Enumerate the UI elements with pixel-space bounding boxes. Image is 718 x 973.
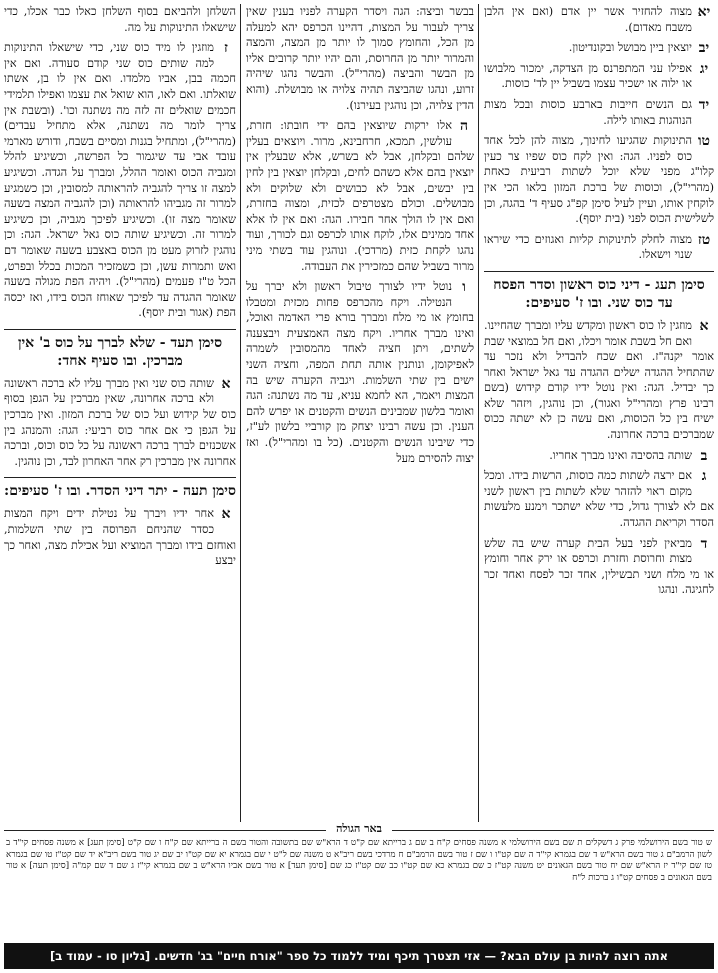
seif-number: ב bbox=[700, 447, 708, 464]
seif-number: ו bbox=[462, 279, 466, 296]
seif-number: טז bbox=[697, 231, 711, 248]
seif-number: א bbox=[221, 506, 231, 523]
column-divider bbox=[478, 4, 479, 822]
seif-paragraph bbox=[246, 118, 474, 274]
seif-paragraph bbox=[4, 506, 236, 568]
seif-text: השלחן ולהביאם בסוף השלחן כאלו כבר אכלו, כדי שישאלו התינוקות על מה. bbox=[4, 5, 236, 34]
seif-paragraph bbox=[484, 232, 714, 263]
seif-paragraph bbox=[484, 448, 714, 464]
seif-number: טו bbox=[697, 133, 711, 150]
seif-number: א bbox=[699, 317, 709, 334]
seif-paragraph bbox=[484, 40, 714, 56]
seif-text: מוזגין לו כוס ראשון ומקדש עליו ומברך שהחיינו. ואם חל בשבת אומר ויכלו, ואם חל במוצאי שבת אומר יקנה"ז. ואם שכח להבדיל ולא נזכר עד שהתחיל ההגדה ישלים ההגדה עד גאל ישראל ואחר כך יבדיל. הגה: ואין נוטל ידיו קודם קידוש (בשם רבינו פרץ ומהרי"ל ואגור), וכן נוהגין, ויזהר שלא ישיח בין כל הכוסות, ואם עשה כן לא ישתה ככוס שמברכים ברכה אחרונה. bbox=[484, 318, 714, 442]
beer-hagolah-text: ש טור בשם הירושלמי פרק ג דשקלים ת שם בשם הירושלמי א משנה פסחים ק"ח ב שם ג ברייתא שם ק"ט ד הרא"ש שם בתשובה והטור בשם ה ברייתא שם ק"ח ו שם ק"ט [סימן תעג] א משנה פסחים קי"ד ב לשון הרמב"ם ג טור בשם הרא"ש ד שם בגמרא קי"ד ה שם קט"ו ו שם ז טור בשם הרמב"ם ח מרדכי בשם ריב"א ט משנה שם ל"ט י שם בגמרא יא שם קט"ו יב שם יג טור בשם ריב"א יד שם קט"ז טו שם בגמרא טז שם קי"ד יז הרא"ש שם יח טור בשם הגאונים יט משנה קט"ז כ שם בגמרא כא שם קט"ו כב שם קט"ז כג שם [סימן תעד] א טור בשם אביו הרא"ש ב שם בגמרא קי"ז ג שם ד שם קמ"ה [סימן תעה] א טור בשם הגאונים ב פסחים קט"ו ג ברכות ל"ח bbox=[6, 838, 712, 883]
seif-text: בבשר וביצה: הגה ויסדר הקערה לפניו בענין שאין צריך לעבור על המצות, דהיינו הכרפס יהא למעלה מן הכל, והחומץ סמוך לו יותר מן המצה, והמצה והמרור יותר מן החרוסת, והם יהיו יותר קרובים אליו מן הבשר והביצה (מהרי"ל). והבשר נהגו שיהיה זרוע, ונהגו שהביצה תהיה צלויה או מבושלת. (והוא הדין צלויה, וכן נוהגין בעירנו). bbox=[246, 5, 474, 112]
seif-text: יוצאין ביין מבושל ובקונדיטון. bbox=[568, 41, 692, 55]
seif-number: יא bbox=[697, 4, 711, 20]
column-divider bbox=[240, 4, 241, 822]
seif-paragraph bbox=[484, 133, 714, 227]
seif-text: אפילו עני המתפרנס מן הצדקה, ימכור מלבושו או ילוה או ישכיר עצמו בשביל יין לד' כוסות. bbox=[484, 61, 692, 91]
left-column bbox=[4, 4, 236, 826]
seif-text: שותה כוס שני ואין מברך עליו לא ברכה ראשונה ולא ברכה אחרונה, שאין מברכין על הגפן בסוף כוס של קידוש ועל כוס של ברכת המזון. ואין מברכין על הגפן כי אם אחר כוס רביעי: הגה: והמנהג בין אשכנזים לברך ברכה ראשונה על כל כוס וכוס, וברכה אחרונה אין מברכין רק אחר האחרון לבד, וכן נוהגין. bbox=[4, 376, 236, 468]
seif-text: אלו ירקות שיוצאין בהם ידי חובתו: חזרת, עולשין, תמכא, חרחבינא, מרור. ויוצאים בעלין שלהם ובקלחן, אבל לא בשרש, אלא שבעלין אין יוצאין בהם אלא כשהם לחים, ובקלחן יוצאין בין לחין בין יבשים, אבל לא כבושים ולא שלוקים ולא מבושלים. וכולם מצטרפים לכזית, ומצוה בחזרת, ואם אין לו הולך אחר חבירו. הגה: ואם אין לו אלא אחד ממינים אלו, לוקח אותו לכרפס וגם לכורך, ועוד נהגו לקחת כזית (מרדכי). ונוהגין עוד בשתי מיני מרור בשביל שהם כמזכירין את העבודה. bbox=[246, 119, 474, 273]
seif-text: אם ירצה לשתות כמה כוסות, הרשות בידו. ומכל מקום ראוי להזהר שלא לשתות בין ראשון לשני אם לא לצורך גדול, כדי שלא ישתכר וימנע מלעשות הסדר וקריאת ההגדה. bbox=[484, 469, 714, 530]
seif-number: א bbox=[221, 375, 231, 392]
seif-number: ג bbox=[701, 468, 707, 485]
seif-number: ה bbox=[459, 118, 469, 135]
seif-number: יג bbox=[699, 60, 709, 77]
seif-paragraph bbox=[4, 376, 236, 470]
seif-paragraph bbox=[484, 61, 714, 92]
beer-hagolah-title: באר הגולה bbox=[0, 822, 718, 835]
seif-paragraph bbox=[4, 40, 236, 321]
siman-heading: סימן תעד - שלא לברך על כוס ב' אין מברכין. ובו סעיף אחד: bbox=[4, 329, 236, 370]
seif-text: מצוה להחזיר אשר יין אדם (ואם אין הלבן משבח מאדום). bbox=[484, 5, 692, 34]
seif-text: מביאין לפני בעל הבית קערה שיש בה שלש מצות וחרוסת וחזרת וכרפס או ירק אחר וחומץ או מי מלח ושני תבשילין, אחד זכר לפסח ואחד זכר לחגיגה. ונהגו bbox=[484, 536, 714, 597]
siman-heading: סימן תעה - יתר דיני הסדר. ובו ז' סעיפים: bbox=[4, 477, 236, 500]
seif-text: אחר ידיו ויברך על נטילת ידים ויקח המצות כסדר שהניחם הפרוסה בין שתי השלמות, ואוחזם בידו ומברך המוציא ועל אכילת מצה, ואחר כך יבצע bbox=[4, 507, 236, 568]
seif-text: מצוה לחלק לתינוקות קליות ואגוזים כדי שיראו שנוי וישאלו. bbox=[484, 232, 692, 262]
seif-paragraph bbox=[484, 4, 714, 35]
seif-paragraph bbox=[4, 4, 236, 35]
seif-text: התינוקות שהגיעו לחינוך, מצוה להן לכל אחד כוס לפניו. הגה: ואין לקח כוס שפיו צר כעין קלו"ג מפני שלא יוכל לשתות רביעית כאחת (מהרי"ל), וכוסות של ברכת המזון בלאו הכי אין לוקחין אותו, ועיין לעיל סימן קפ"ג סעיף ד' בהגה, וכן לשלישית הכוס לפני (בית יוסף). bbox=[484, 134, 714, 226]
right-column bbox=[484, 4, 714, 826]
footer-text: אתה רוצה להיות בן עולם הבא? — אזי תצטרך תיכף ומיד ללמוד כל ספר "אורח חיים" בג' חדשים. [גליון סו - עמוד ב] bbox=[49, 949, 669, 963]
seif-paragraph bbox=[484, 97, 714, 128]
seif-text: שותה בהסיבה ואינו מברך אחריו. bbox=[549, 448, 692, 462]
seif-text: נוטל ידיו לצורך טיבול ראשון ולא יברך על הנטילה. ויקח מהכרפס פחות מכזית ומטבלו בחומץ או מי מלח ומברך בורא פרי האדמה ואוכל, ואינו מברך אחריו. ויקח מצה האמצעית ויבצענה לשתים, ויתן חציה לאחד מהמסובין לשמרה לאפיקומן, ונותנין אותה תחת המפה, וחציה השני ישים בין שתי השלמות. ויגביה הקערה שיש בה המצות ויאמר, הא לחמא עניא, עד מה נשתנה: הגה ואומר בלשון שמבינים הנשים והקטנים או יפרש להם הענין. וכן עשה רבינו יצחק מן קורביי בלשון לע"ז, כדי שיבינו הנשים והקטנים. (כל בו ומהרי"ל). ואז יצוה להסירם מעל bbox=[246, 280, 474, 465]
seif-paragraph bbox=[484, 536, 714, 598]
siman-heading: סימן תעג - דיני כוס ראשון וסדר הפסח עד כוס שני. ובו ז' סעיפים: bbox=[484, 271, 714, 312]
seif-text: גם הנשים חייבות בארבע כוסות ובכל מצות הנוהגות באותו לילה. bbox=[484, 97, 692, 127]
seif-number: יד bbox=[698, 96, 710, 113]
seif-text: מוזגין לו מיד כוס שני, כדי שישאלו התינוקות למה שותים כוס שני קודם סעודה. ואם אין חכמה בבן, אביו מלמדו. ואם אין לו בן, אשתו שואלתו. ואם לאו, הוא שואל את עצמו ואפילו תלמידי חכמים שואלים זה לזה מה נשתנה וכו'. (ובשבת אין צריך לומר מה נשתנה, אלא מתחיל עבדים) (מהרי"ל), ומתחיל בגנות ומסיים בשבח, ודורש מארמי עובד אבי עד שיגמור כל הפרשה, וכשיגיע להלל ומגביה הכוס ואומר ההלל, ומברך על הגדה. וכשיגיע למצה זו צריך להגביה להראותה למסובין, וכן כשמגיע למרור זה מגביהו להראותה (וכן להגביה המצה בשעה שאומר מצה זו). וכשיגיע לפיכך מגביה, וכן כשיגיע למרור זה. וכשיגיע שותה כוס גאל ישראל. הגה: וכן נוהגין לזרוק מעט מן הכוס באצבע בשעה שאומר דם ואש ותמרות עשן, וכן כשמזכיר המכות בכלל ובפרט, הכל ט"ז פעמים (מהרי"ל). ויהיה הפת מגולה בשעה שאומר ההגדה עד לפיכך שאוחז הכוס בידו, ואז יכסה הפת (אגור ובית יוסף). bbox=[4, 41, 236, 320]
seif-number: ז bbox=[224, 40, 228, 57]
seif-paragraph bbox=[484, 318, 714, 443]
seif-paragraph bbox=[246, 279, 474, 466]
seif-number: ד bbox=[700, 535, 708, 552]
seif-paragraph bbox=[484, 468, 714, 530]
seif-paragraph bbox=[246, 4, 474, 113]
middle-column bbox=[246, 4, 474, 826]
seif-number: יב bbox=[698, 40, 710, 57]
footer-banner bbox=[4, 943, 714, 969]
